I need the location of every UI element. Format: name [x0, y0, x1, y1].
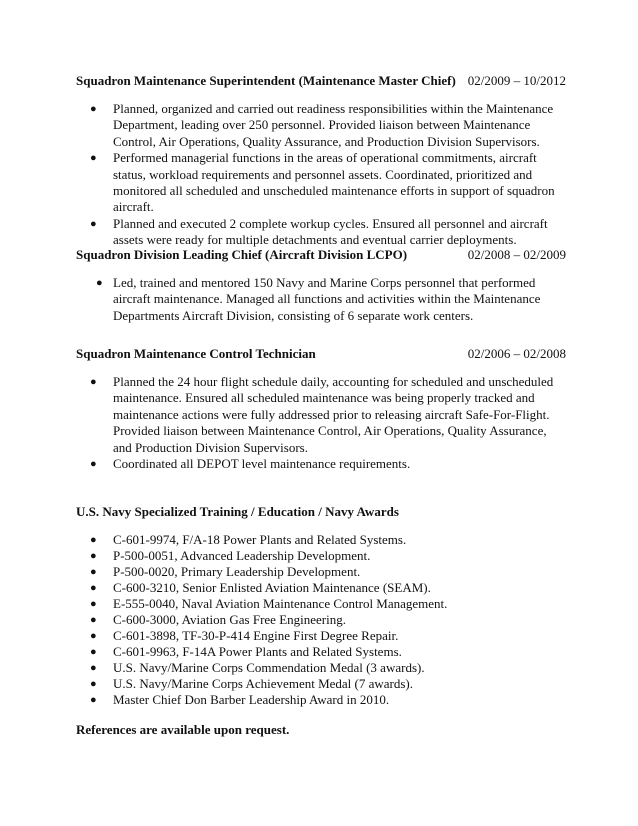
- list-item: [76, 275, 566, 324]
- bullet-icon: ●: [90, 662, 97, 674]
- training-text: C-600-3210, Senior Enlisted Aviation Maintenance (SEAM).: [113, 580, 431, 595]
- references-note: References are available upon request.: [76, 722, 290, 737]
- duty-text: Performed managerial functions in the areas of operational commitments, aircraft status, workload requirements and personnel assets. Coordinated, prioritized and monitored all scheduled and unscheduled maintenance efforts in support of squadron aircraft.: [113, 150, 555, 215]
- training-text: C-601-3898, TF-30-P-414 Engine First Degree Repair.: [113, 628, 399, 643]
- list-item: [76, 101, 566, 150]
- job-duties-list: [76, 101, 566, 249]
- training-text: C-601-9974, F/A-18 Power Plants and Related Systems.: [113, 532, 407, 547]
- award-text: Master Chief Don Barber Leadership Award in 2010.: [113, 692, 390, 707]
- job-heading: [76, 346, 566, 362]
- list-item: [76, 644, 566, 660]
- bullet-icon: ●: [90, 217, 97, 230]
- bullet-icon: ●: [90, 582, 97, 594]
- list-item: [76, 628, 566, 644]
- bullet-icon: ●: [90, 614, 97, 626]
- list-item: [76, 612, 566, 628]
- duty-text: Planned the 24 hour flight schedule daily, accounting for scheduled and unscheduled maintenance. Ensured all scheduled maintenance was being properly tracked and maintenance actions were fully addressed prior to releasing aircraft Safe-For-Flight. Provided liaison between Maintenance Control, Air Operations, Quality Assurance, and Production Division Supervisors.: [113, 374, 554, 455]
- list-item: [76, 580, 566, 596]
- duty-text: Planned, organized and carried out readiness responsibilities within the Maintenance Department, leading over 250 personnel. Provided liaison between Maintenance Control, Air Operations, Quality Assurance, and Production Division Supervisors.: [113, 101, 554, 149]
- list-item: [76, 374, 566, 456]
- job-title: Squadron Division Leading Chief (Aircraft Division LCPO): [76, 247, 408, 262]
- job-dates: 02/2009 – 10/2012: [467, 73, 566, 88]
- training-text: C-600-3000, Aviation Gas Free Engineering.: [113, 612, 346, 627]
- duty-text: Planned and executed 2 complete workup cycles. Ensured all personnel and aircraft assets were ready for multiple detachments and eventual carrier deployments.: [113, 215, 548, 248]
- bullet-icon: ●: [90, 678, 97, 690]
- list-item: [76, 676, 566, 692]
- award-text: U.S. Navy/Marine Corps Achievement Medal (7 awards).: [113, 676, 414, 691]
- list-item: [76, 660, 566, 676]
- duty-text: Coordinated all DEPOT level maintenance requirements.: [113, 456, 411, 472]
- job-title: Squadron Maintenance Control Technician: [76, 346, 316, 361]
- bullet-icon: ●: [90, 103, 97, 115]
- job-section-maintenance-control-technician: [76, 346, 566, 472]
- section-heading: [76, 504, 566, 520]
- job-heading: [76, 73, 566, 89]
- bullet-icon: ●: [90, 550, 97, 562]
- bullet-icon: ●: [90, 376, 97, 388]
- bullet-icon: ●: [90, 534, 97, 546]
- list-item: [76, 548, 566, 564]
- job-section-division-leading-chief: [76, 247, 566, 324]
- job-duties-list: [76, 275, 566, 324]
- job-dates: 02/2008 – 02/2009: [467, 247, 566, 262]
- bullet-icon: ●: [90, 152, 97, 165]
- list-item: [76, 564, 566, 580]
- bullet-icon: ●: [96, 277, 103, 289]
- training-awards-section: [76, 504, 566, 708]
- list-item: [76, 532, 566, 548]
- list-item: [76, 456, 566, 472]
- bullet-icon: ●: [90, 630, 97, 642]
- list-item: [76, 150, 566, 216]
- bullet-icon: ●: [90, 694, 97, 706]
- duty-text: Led, trained and mentored 150 Navy and Marine Corps personnel that performed aircraft maintenance. Managed all functions and activities within the Maintenance Departments Aircraft Division, consisting of 6 separate work centers.: [113, 275, 541, 323]
- bullet-icon: ●: [90, 646, 97, 658]
- bullet-icon: ●: [90, 458, 97, 471]
- job-title: Squadron Maintenance Superintendent (Maintenance Master Chief): [76, 73, 456, 88]
- job-section-maintenance-superintendent: [76, 73, 566, 249]
- training-text: P-500-0051, Advanced Leadership Development.: [113, 548, 371, 563]
- bullet-icon: ●: [90, 598, 97, 610]
- training-text: P-500-0020, Primary Leadership Development.: [113, 564, 361, 579]
- job-dates: 02/2006 – 02/2008: [467, 346, 566, 361]
- section-title: U.S. Navy Specialized Training / Education / Navy Awards: [76, 504, 399, 519]
- training-text: C-601-9963, F-14A Power Plants and Related Systems.: [113, 644, 402, 659]
- list-item: [76, 692, 566, 708]
- list-item: [76, 216, 566, 249]
- job-duties-list: [76, 374, 566, 472]
- training-text: E-555-0040, Naval Aviation Maintenance Control Management.: [113, 596, 448, 611]
- training-list: [76, 532, 566, 708]
- list-item: [76, 596, 566, 612]
- bullet-icon: ●: [90, 566, 97, 578]
- job-heading: [76, 247, 566, 263]
- award-text: U.S. Navy/Marine Corps Commendation Medal (3 awards).: [113, 660, 425, 675]
